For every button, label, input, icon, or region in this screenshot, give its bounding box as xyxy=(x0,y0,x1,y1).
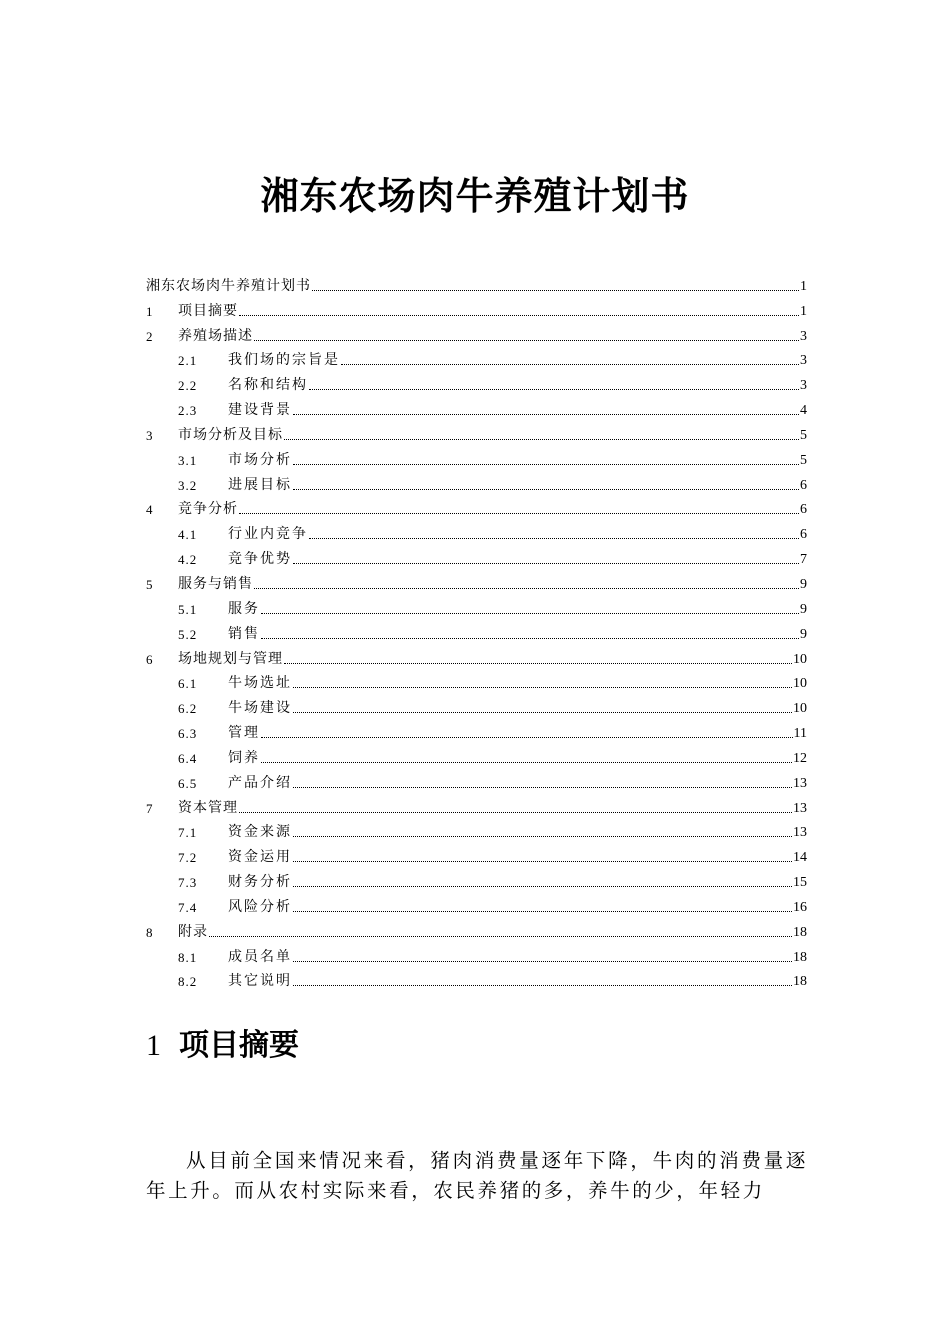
toc-entry[interactable] xyxy=(146,795,807,820)
toc-entry-page: 6 xyxy=(800,477,807,493)
toc-entry-page: 10 xyxy=(793,676,807,692)
toc-dot-leader xyxy=(293,886,792,887)
toc-entry-page: 18 xyxy=(793,949,807,965)
toc-entry-number: 8.1 xyxy=(178,949,198,965)
toc-dot-leader xyxy=(293,464,799,465)
toc-entry-number: 3 xyxy=(146,427,154,443)
toc-dot-leader xyxy=(254,588,799,589)
toc-entry[interactable] xyxy=(146,273,807,298)
toc-entry[interactable] xyxy=(146,820,807,845)
toc-entry[interactable] xyxy=(146,869,807,894)
toc-entry-label: 资金运用 xyxy=(228,849,292,866)
toc-entry-label: 销售 xyxy=(228,625,260,642)
toc-entry-number: 2.2 xyxy=(178,378,198,394)
toc-entry-number: 3.1 xyxy=(178,452,198,468)
toc-entry[interactable] xyxy=(146,745,807,770)
table-of-contents xyxy=(146,273,807,993)
toc-entry-page: 5 xyxy=(800,427,807,443)
toc-entry-label: 竞争优势 xyxy=(228,551,292,568)
toc-entry[interactable] xyxy=(146,919,807,944)
toc-entry-number: 7.4 xyxy=(178,899,198,915)
toc-dot-leader xyxy=(309,389,799,390)
toc-entry-number: 7 xyxy=(146,800,154,816)
toc-entry[interactable] xyxy=(146,671,807,696)
toc-entry-label: 服务与销售 xyxy=(178,575,253,592)
toc-entry-label: 资本管理 xyxy=(178,799,238,816)
toc-entry-number: 5.1 xyxy=(178,601,198,617)
toc-dot-leader xyxy=(239,513,799,514)
toc-entry-page: 10 xyxy=(793,701,807,717)
toc-dot-leader xyxy=(293,961,792,962)
toc-dot-leader xyxy=(293,687,792,688)
toc-entry-label: 风险分析 xyxy=(228,898,292,915)
toc-entry-label: 进展目标 xyxy=(228,476,292,493)
toc-dot-leader xyxy=(239,315,799,316)
toc-entry-number: 7.2 xyxy=(178,850,198,866)
toc-entry[interactable] xyxy=(146,298,807,323)
toc-entry-page: 10 xyxy=(793,651,807,667)
toc-entry-page: 16 xyxy=(793,899,807,915)
toc-entry-number: 6.1 xyxy=(178,676,198,692)
toc-dot-leader xyxy=(293,861,792,862)
toc-entry[interactable] xyxy=(146,621,807,646)
toc-entry-number: 5.2 xyxy=(178,626,198,642)
toc-entry-label: 养殖场描述 xyxy=(178,327,253,344)
toc-entry-label: 资金来源 xyxy=(228,824,292,841)
toc-entry[interactable] xyxy=(146,695,807,720)
toc-entry-page: 4 xyxy=(800,403,807,419)
toc-entry[interactable] xyxy=(146,447,807,472)
toc-dot-leader xyxy=(261,762,792,763)
toc-dot-leader xyxy=(293,787,792,788)
toc-entry[interactable] xyxy=(146,720,807,745)
toc-entry-number: 5 xyxy=(146,576,154,592)
toc-entry[interactable] xyxy=(146,571,807,596)
toc-dot-leader xyxy=(293,911,792,912)
toc-dot-leader xyxy=(239,812,792,813)
toc-entry-label: 名称和结构 xyxy=(228,377,308,394)
toc-dot-leader xyxy=(293,712,792,713)
toc-entry-page: 15 xyxy=(793,875,807,891)
toc-entry-number: 2.1 xyxy=(178,353,198,369)
toc-entry-number: 1 xyxy=(146,303,154,319)
toc-entry-number: 6 xyxy=(146,651,154,667)
toc-entry-label: 竞争分析 xyxy=(178,501,238,518)
toc-entry[interactable] xyxy=(146,348,807,373)
toc-entry[interactable] xyxy=(146,646,807,671)
toc-entry-label: 牛场选址 xyxy=(228,675,292,692)
section-heading xyxy=(146,1024,299,1068)
toc-dot-leader xyxy=(309,538,799,539)
toc-entry-label: 市场分析及目标 xyxy=(178,426,283,443)
toc-dot-leader xyxy=(284,663,792,664)
toc-entry-number: 6.4 xyxy=(178,750,198,766)
toc-entry-label: 我们场的宗旨是 xyxy=(228,352,340,369)
toc-entry-page: 13 xyxy=(793,775,807,791)
toc-dot-leader xyxy=(293,836,792,837)
toc-entry-page: 3 xyxy=(800,378,807,394)
toc-entry-label: 附录 xyxy=(178,923,208,940)
toc-entry-number: 4.2 xyxy=(178,552,198,568)
toc-entry-page: 6 xyxy=(800,527,807,543)
toc-entry-page: 12 xyxy=(793,750,807,766)
toc-entry-label: 产品介绍 xyxy=(228,774,292,791)
toc-dot-leader xyxy=(312,290,799,291)
toc-entry[interactable] xyxy=(146,497,807,522)
toc-entry-page: 6 xyxy=(800,502,807,518)
toc-entry-page: 1 xyxy=(800,303,807,319)
section-number: 1 xyxy=(146,1029,161,1062)
toc-entry[interactable] xyxy=(146,323,807,348)
toc-entry-page: 13 xyxy=(793,825,807,841)
toc-dot-leader xyxy=(254,340,799,341)
toc-entry-label: 服务 xyxy=(228,600,260,617)
toc-entry-number: 6.5 xyxy=(178,775,198,791)
toc-entry-label: 项目摘要 xyxy=(178,302,238,319)
toc-entry-number: 8 xyxy=(146,924,154,940)
toc-dot-leader xyxy=(293,489,799,490)
toc-entry-number: 8.2 xyxy=(178,974,198,990)
toc-entry-page: 9 xyxy=(800,601,807,617)
toc-entry-page: 11 xyxy=(793,726,807,742)
toc-entry-number: 7.3 xyxy=(178,875,198,891)
toc-entry-number: 3.2 xyxy=(178,477,198,493)
toc-entry-label: 市场分析 xyxy=(228,451,292,468)
toc-entry[interactable] xyxy=(146,770,807,795)
toc-entry-number: 6.2 xyxy=(178,701,198,717)
toc-entry[interactable] xyxy=(146,894,807,919)
toc-entry-label: 饲养 xyxy=(228,749,260,766)
toc-entry-label: 财务分析 xyxy=(228,874,292,891)
toc-dot-leader xyxy=(293,985,792,986)
toc-entry-page: 9 xyxy=(800,626,807,642)
toc-entry-number: 7.1 xyxy=(178,825,198,841)
toc-entry-label: 牛场建设 xyxy=(228,700,292,717)
toc-entry-page: 13 xyxy=(793,800,807,816)
toc-entry[interactable] xyxy=(146,521,807,546)
toc-entry-label: 成员名单 xyxy=(228,948,292,965)
document-title: 湘东农场肉牛养殖计划书 xyxy=(260,173,690,218)
toc-entry-number: 4 xyxy=(146,502,154,518)
toc-dot-leader xyxy=(261,638,799,639)
toc-dot-leader xyxy=(293,563,799,564)
toc-entry-page: 18 xyxy=(793,924,807,940)
toc-entry[interactable] xyxy=(146,546,807,571)
toc-entry-page: 5 xyxy=(800,452,807,468)
toc-entry-label: 建设背景 xyxy=(228,402,292,419)
toc-entry[interactable] xyxy=(146,372,807,397)
toc-dot-leader xyxy=(293,414,799,415)
toc-entry-page: 1 xyxy=(800,278,807,294)
toc-entry[interactable] xyxy=(146,596,807,621)
toc-entry-number: 2 xyxy=(146,328,154,344)
toc-entry[interactable] xyxy=(146,969,807,994)
toc-dot-leader xyxy=(341,364,799,365)
toc-entry-label: 湘东农场肉牛养殖计划书 xyxy=(146,277,311,294)
toc-dot-leader xyxy=(209,936,792,937)
toc-entry-page: 14 xyxy=(793,850,807,866)
toc-dot-leader xyxy=(261,737,793,738)
toc-entry[interactable] xyxy=(146,944,807,969)
toc-entry[interactable] xyxy=(146,472,807,497)
toc-dot-leader xyxy=(284,439,799,440)
toc-entry[interactable] xyxy=(146,844,807,869)
toc-entry-number: 2.3 xyxy=(178,403,198,419)
toc-entry[interactable] xyxy=(146,422,807,447)
toc-entry-page: 3 xyxy=(800,353,807,369)
section-title: 项目摘要 xyxy=(179,1028,299,1063)
toc-dot-leader xyxy=(261,613,799,614)
toc-entry-number: 6.3 xyxy=(178,726,198,742)
toc-entry-page: 18 xyxy=(793,974,807,990)
toc-entry-number: 4.1 xyxy=(178,527,198,543)
toc-entry[interactable] xyxy=(146,397,807,422)
body-paragraph: 从目前全国来情况来看，猪肉消费量逐年下降，牛肉的消费量逐年上升。而从农村实际来看，农民养猪的多，养牛的少，年轻力 xyxy=(146,1149,808,1202)
toc-entry-page: 3 xyxy=(800,328,807,344)
toc-entry-page: 7 xyxy=(800,552,807,568)
toc-entry-label: 其它说明 xyxy=(228,973,292,990)
toc-entry-label: 管理 xyxy=(228,725,260,742)
toc-entry-page: 9 xyxy=(800,576,807,592)
toc-entry-label: 行业内竞争 xyxy=(228,526,308,543)
toc-entry-label: 场地规划与管理 xyxy=(178,650,283,667)
